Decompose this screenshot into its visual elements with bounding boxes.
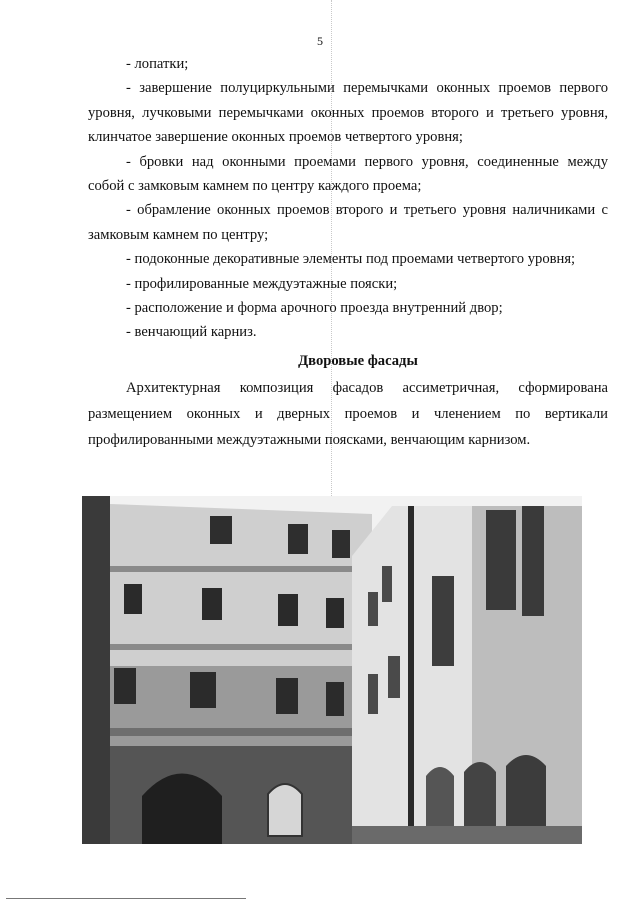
- photo-window: [190, 672, 216, 708]
- list-item: - обрамление оконных проемов второго и третьего уровня наличниками с замковым камнем по центру;: [88, 202, 608, 243]
- photo-left-edge-wall: [82, 496, 110, 844]
- photo-cornice-band: [110, 566, 372, 572]
- photo-window: [486, 510, 516, 610]
- section-paragraph: Архитектурная композиция фасадов ассиметричная, сформирована размещением оконных и дверных проемов и членением по вертикали профилированными междуэтажными поясками, венчающим карнизом.: [88, 380, 608, 449]
- photo-window: [382, 566, 392, 602]
- photo-window: [326, 598, 344, 628]
- photo-window: [124, 584, 142, 614]
- document-text: [88, 52, 608, 453]
- photo-window: [278, 594, 298, 626]
- photo-window: [326, 682, 344, 716]
- photo-window: [368, 674, 378, 714]
- photo-window: [432, 576, 454, 666]
- page-number: 5: [317, 34, 323, 48]
- courtyard-photo: [82, 496, 582, 844]
- photo-window: [202, 588, 222, 620]
- photo-drainpipe: [408, 506, 414, 844]
- photo-window: [388, 656, 400, 698]
- list-item: - профилированные междуэтажные пояски;: [126, 275, 398, 292]
- photo-window: [276, 678, 298, 714]
- photo-window: [114, 668, 136, 704]
- bottom-rule: [6, 898, 246, 899]
- list-item: - бровки над оконными проемами первого уровня, соединенные между собой с замковым камнем по центру каждого проема;: [88, 153, 608, 195]
- photo-ground-strip: [352, 826, 582, 844]
- list-item: - подоконные декоративные элементы под проемами четвертого уровня;: [126, 251, 576, 268]
- list-item: - расположение и форма арочного проезда внутренний двор;: [126, 300, 503, 317]
- list-item: - завершение полуциркульными перемычками оконных проемов первого уровня, лучковыми перемычками оконных проемов второго и третьего уровня, клинчатое завершение оконных проемов четвертого уровня;: [88, 80, 608, 146]
- list-item: - венчающий карниз.: [126, 324, 257, 341]
- photo-window: [332, 530, 350, 558]
- photo-window: [522, 506, 544, 616]
- photo-window: [210, 516, 232, 544]
- photo-arch-window: [268, 784, 302, 836]
- photo-window: [288, 524, 308, 554]
- photo-cornice-band: [110, 644, 372, 650]
- section-heading: Дворовые фасады: [298, 352, 418, 369]
- list-item: - лопатки;: [126, 56, 189, 72]
- photo-window: [368, 592, 378, 626]
- photo-cornice-band: [110, 728, 372, 736]
